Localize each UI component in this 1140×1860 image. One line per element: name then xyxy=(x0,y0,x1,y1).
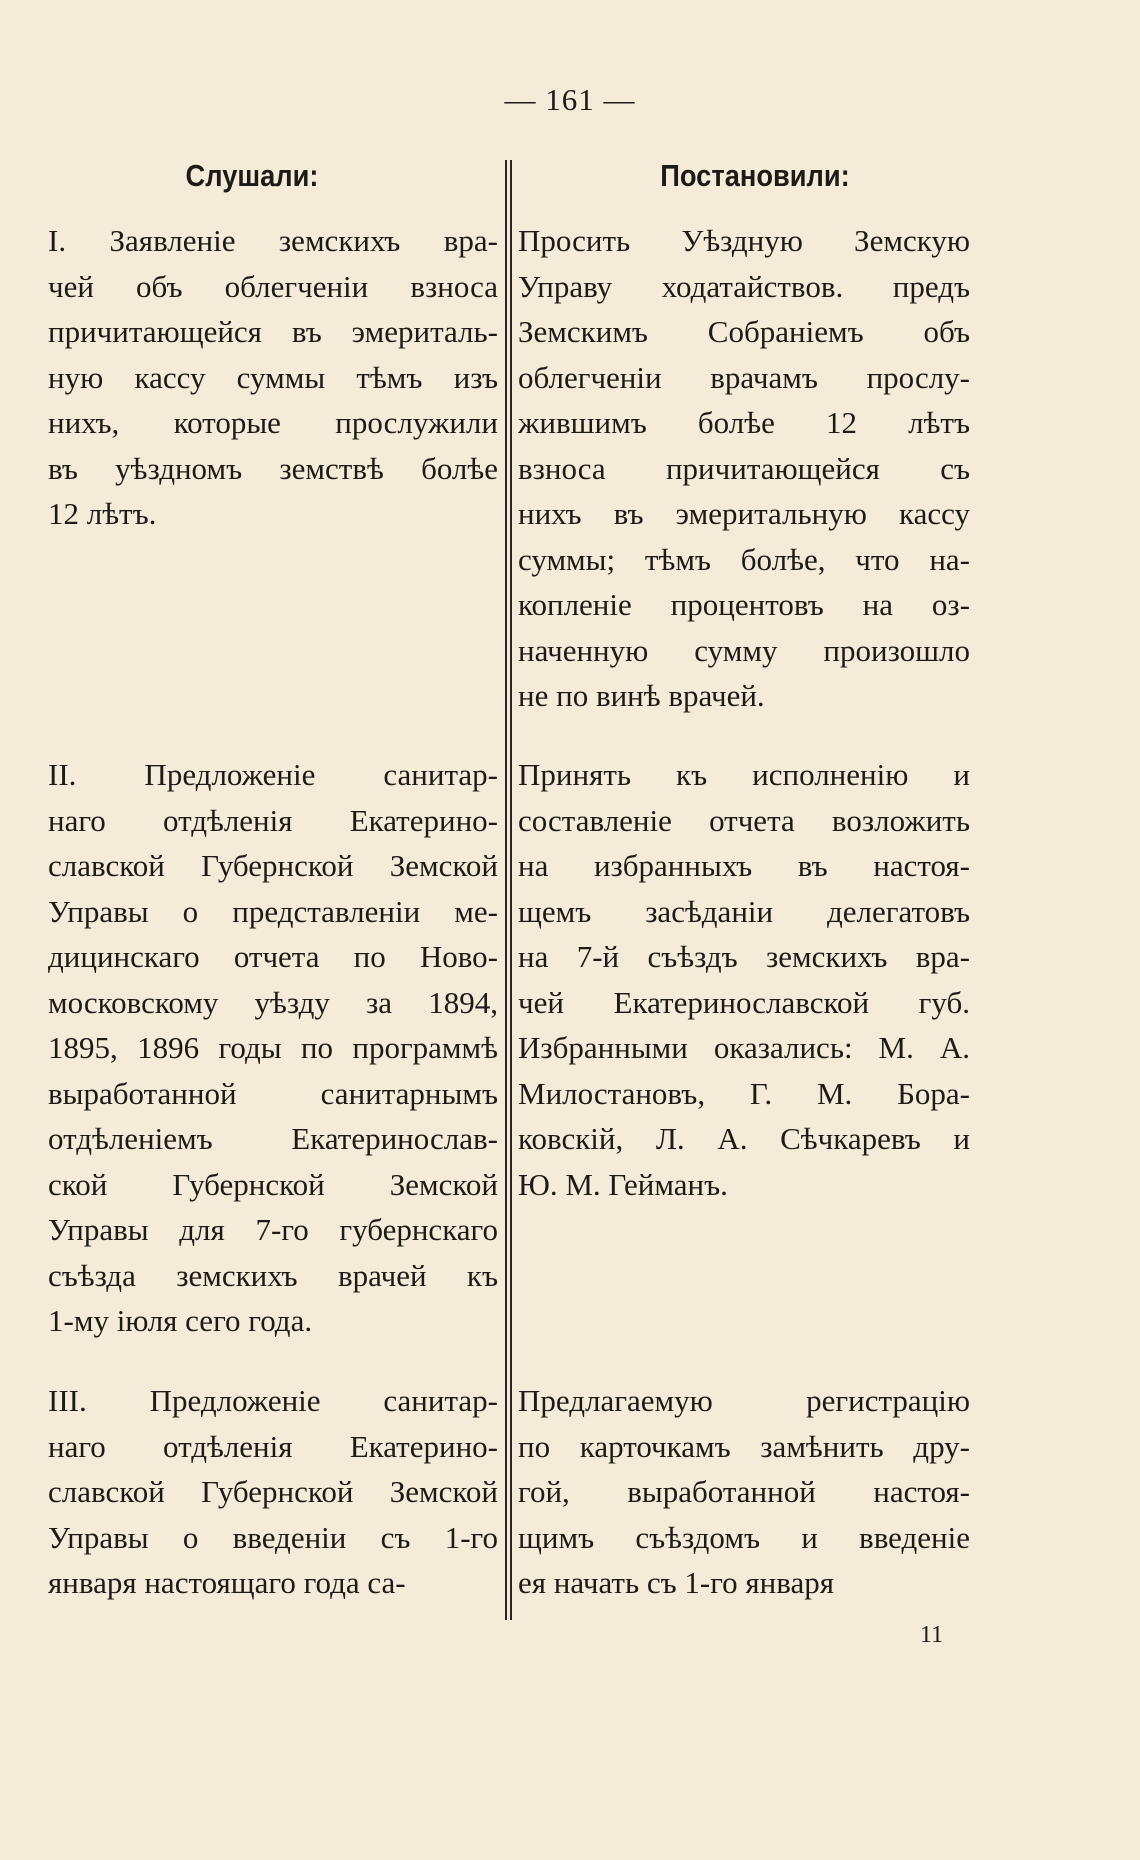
text-line: ную кассу суммы тѣмъ изъ xyxy=(48,359,498,395)
text-line: причитающейся въ эмериталь- xyxy=(48,314,498,349)
text-line: на 7-й съѣздъ земскихъ вра- xyxy=(518,939,970,974)
text-line: отдѣленіемъ Екатеринослав- xyxy=(48,1121,498,1156)
text-line: января настоящаго года са- xyxy=(48,1565,406,1600)
resolved-item-1 xyxy=(518,218,970,719)
text-line: съѣзда земскихъ врачей къ xyxy=(48,1257,498,1293)
text-line: ковскій, Л. А. Сѣчкаревъ и xyxy=(518,1121,970,1156)
text-line: Принять къ исполненію и xyxy=(518,757,970,792)
text-line: наченную сумму произошло xyxy=(518,632,970,668)
text-line: облегченіи врачамъ прослу- xyxy=(518,359,970,395)
text-line: славской Губернской Земской xyxy=(48,1474,498,1509)
text-line: суммы; тѣмъ болѣе, что на- xyxy=(518,541,970,577)
column-divider xyxy=(510,160,512,1620)
signature-mark: 11 xyxy=(920,1622,944,1648)
text-line: II. Предложеніе санитар- xyxy=(48,757,498,792)
text-line: 12 лѣтъ. xyxy=(48,496,157,531)
text-line: наго отдѣленія Екатерино- xyxy=(48,802,498,838)
text-line: чей объ облегченіи взноса xyxy=(48,268,498,304)
heard-column-heading: Слушали: xyxy=(185,158,319,193)
text-line: щемъ засѣданіи делегатовъ xyxy=(518,893,970,929)
text-line: нихъ, которые прослужили xyxy=(48,405,498,440)
resolved-item-2 xyxy=(518,752,970,1207)
text-line: составленіе отчета возложить xyxy=(518,802,970,838)
text-line: III. Предложеніе санитар- xyxy=(48,1383,498,1418)
text-line: Просить Уѣздную Земскую xyxy=(518,223,970,258)
heard-item-2 xyxy=(48,752,498,1344)
text-line: взноса причитающейся съ xyxy=(518,450,970,486)
text-line: I. Заявленіе земскихъ вра- xyxy=(48,223,498,258)
text-line: жившимъ болѣе 12 лѣтъ xyxy=(518,405,970,440)
text-line: Избранными оказались: М. А. xyxy=(518,1030,970,1065)
text-line: ея начать съ 1-го января xyxy=(518,1565,835,1600)
text-line: копленіе процентовъ на оз- xyxy=(518,587,970,622)
text-line: въ уѣздномъ земствѣ болѣе xyxy=(48,450,498,486)
text-line: московскому уѣзду за 1894, xyxy=(48,984,498,1020)
text-line: Предлагаемую регистрацію xyxy=(518,1383,970,1418)
text-line: нихъ въ эмеритальную кассу xyxy=(518,496,970,531)
page-number: — 161 — xyxy=(504,82,636,117)
text-line: Земскимъ Собраніемъ объ xyxy=(518,314,970,349)
text-line: 1895, 1896 годы по программѣ xyxy=(48,1030,498,1065)
text-line: гой, выработанной настоя- xyxy=(518,1474,970,1509)
text-line: Управы для 7-го губернскаго xyxy=(48,1212,498,1247)
text-line: Милостановъ, Г. М. Бора- xyxy=(518,1075,970,1111)
heard-item-3 xyxy=(48,1378,498,1606)
resolved-item-3 xyxy=(518,1378,970,1606)
text-line: наго отдѣленія Екатерино- xyxy=(48,1428,498,1464)
heard-item-1 xyxy=(48,218,498,537)
text-line: дицинскаго отчета по Ново- xyxy=(48,939,498,974)
text-line: Управы о представленіи ме- xyxy=(48,893,498,929)
text-line: щимъ съѣздомъ и введеніе xyxy=(518,1519,970,1555)
resolved-column-heading: Постановили: xyxy=(660,158,850,193)
text-line: по карточкамъ замѣнить дру- xyxy=(518,1428,970,1464)
text-line: чей Екатеринославской губ. xyxy=(518,984,970,1020)
text-line: 1-му іюля сего года. xyxy=(48,1303,313,1338)
text-line: ской Губернской Земской xyxy=(48,1166,498,1202)
text-line: выработанной санитарнымъ xyxy=(48,1075,498,1111)
text-line: не по винѣ врачей. xyxy=(518,678,765,713)
text-line: Управу ходатайствов. предъ xyxy=(518,268,970,304)
text-line: славской Губернской Земской xyxy=(48,848,498,883)
text-line: Ю. М. Гейманъ. xyxy=(518,1166,728,1202)
column-divider xyxy=(505,160,507,1620)
text-line: Управы о введеніи съ 1-го xyxy=(48,1519,498,1555)
text-line: на избранныхъ въ настоя- xyxy=(518,848,970,883)
